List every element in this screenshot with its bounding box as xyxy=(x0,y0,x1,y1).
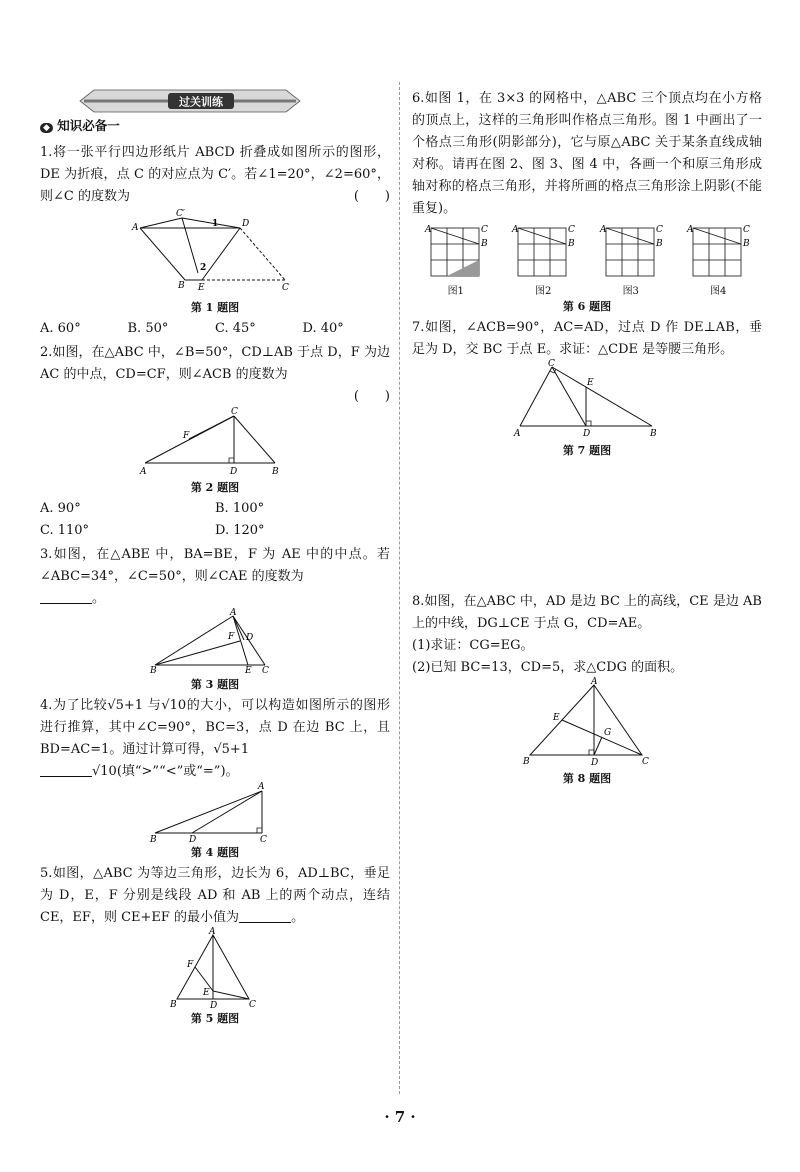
banner-title: 过关训练 xyxy=(179,95,223,109)
q5-blank[interactable] xyxy=(239,908,291,923)
column-divider xyxy=(399,82,400,1094)
f5-label-E: E xyxy=(203,988,210,998)
f3-label-D: D xyxy=(246,633,254,643)
question-7 xyxy=(412,317,762,361)
f6-g4-label-B: B xyxy=(743,239,750,249)
page-number: · 7 · xyxy=(384,1108,416,1126)
q6-caption: 第 6 题图 xyxy=(562,300,612,313)
q3-blank[interactable] xyxy=(40,589,92,604)
q6-text: 6.如图 1，在 3×3 的网格中，△ABC 三个顶点均在小方格的顶点上，这样的三角形叫作格点三角形。图 1 中画出了一个格点三角形(阴影部分)，它与原△ABC 关于某条直线成轴对称。请再在图 2、图 3、图 4 中，各画一个和原三角形成轴对称的格点三角形，并将所画的格点三角形涂上阴影(不能重复)。 xyxy=(412,91,762,216)
f8-label-B: B xyxy=(523,757,530,767)
f7-label-A: A xyxy=(514,429,521,439)
right-column xyxy=(412,86,762,789)
q1-option-c[interactable]: C. 45° xyxy=(215,321,256,336)
f8-label-A: A xyxy=(591,677,598,687)
f6-g4-label-C: C xyxy=(743,225,751,235)
section-title: ◆ 知识必备一 xyxy=(40,116,120,134)
question-4 xyxy=(40,695,390,783)
f1-label-E: E xyxy=(198,283,205,293)
f8-label-D: D xyxy=(591,758,599,768)
q1-option-b[interactable]: B. 50° xyxy=(127,321,169,336)
f1-label-D: D xyxy=(242,219,250,229)
q6-grid-1 xyxy=(425,224,487,297)
f3-label-F: F xyxy=(228,632,235,642)
q4-blank[interactable] xyxy=(40,762,92,777)
q7-text: 7.如图，∠ACB=90°，AC=AD，过点 D 作 DE⊥AB，垂足为 D，交 BC 于点 E。求证：△CDE 是等腰三角形。 xyxy=(412,320,762,357)
q4-text: 4.为了比较√5+1 与√10的大小，可以构造如图所示的图形进行推算，其中∠C=90°，BC=3，点 D 在边 BC 上，且 BD=AC=1。通过计算可得，√5+1 xyxy=(40,698,390,757)
q1-option-a[interactable]: A. 60° xyxy=(40,321,81,336)
figure-4 xyxy=(150,783,280,843)
f4-label-A: A xyxy=(258,782,265,792)
question-8 xyxy=(412,591,762,635)
figure-1 xyxy=(130,208,300,298)
q3-text: 3.如图，在△ABE 中，BA=BE，F 为 AE 中的中点。若∠ABC=34°，∠C=50°，则∠CAE 的度数为 xyxy=(40,547,390,584)
q4-caption: 第 4 题图 xyxy=(190,846,240,859)
figure-2 xyxy=(140,408,290,478)
q6-grid-3 xyxy=(600,224,662,297)
f6-label-A: A xyxy=(424,225,432,235)
q6-grids xyxy=(412,224,762,297)
f6-g2-label-A: A xyxy=(512,225,519,235)
left-column xyxy=(40,140,390,1029)
figure-8 xyxy=(522,679,652,769)
f8-label-G: G xyxy=(604,728,612,738)
q6-grid-4-label: 图4 xyxy=(710,286,727,297)
q8-text: 8.如图，在△ABC 中，AD 是边 BC 上的高线，CE 是边 AB 上的中线，DG⊥CE 于点 G，CD=AE。 xyxy=(412,594,762,631)
question-5 xyxy=(40,863,390,929)
q1-options xyxy=(40,318,390,340)
f1-label-2: 2 xyxy=(200,263,207,273)
f6-label-C: C xyxy=(480,225,488,235)
question-6 xyxy=(412,88,762,220)
question-2 xyxy=(40,342,390,386)
q6-grid-3-label: 图3 xyxy=(622,286,639,297)
q6-grid-4 xyxy=(687,224,749,297)
q8-caption: 第 8 题图 xyxy=(562,772,612,785)
q5-text: 5.如图，△ABC 为等边三角形，边长为 6，AD⊥BC，垂足为 D，E，F 分别是线段 AD 和 AB 上的两个动点，连结 CE，EF，则 CE+EF 的最小值为 xyxy=(40,866,390,925)
f5-label-F: F xyxy=(187,960,194,970)
q5-tail: 。 xyxy=(291,910,305,925)
f6-label-B: B xyxy=(480,239,488,249)
f2-label-B: B xyxy=(272,467,279,477)
f8-label-C: C xyxy=(642,757,649,767)
q2-text: 2.如图，在△ABC 中，∠B=50°，CD⊥AB 于点 D，F 为边 AC 的中点，CD=CF，则∠ACB 的度数为 xyxy=(40,345,390,382)
f6-g3-label-B: B xyxy=(655,239,663,249)
q7-caption: 第 7 题图 xyxy=(562,444,612,457)
figure-5 xyxy=(165,929,265,1009)
f5-label-B: B xyxy=(170,1000,177,1010)
q2-paren: ( ) xyxy=(353,389,390,404)
f6-g3-label-C: C xyxy=(655,225,663,235)
f4-label-D: D xyxy=(189,835,197,845)
section-banner xyxy=(80,90,300,112)
q2-option-c[interactable]: C. 110° xyxy=(40,523,90,538)
q2-options-row1 xyxy=(40,498,390,520)
q6-grid-2 xyxy=(512,224,574,297)
q5-caption: 第 5 题图 xyxy=(190,1012,240,1025)
f4-label-C: C xyxy=(260,835,267,845)
f7-label-C: C xyxy=(548,359,555,369)
f3-label-C: C xyxy=(262,666,269,676)
q2-option-b[interactable]: B. 100° xyxy=(215,501,265,516)
f6-g3-label-A: A xyxy=(599,225,607,235)
q1-text: 1.将一张平行四边形纸片 ABCD 折叠成如图所示的图形，DE 为折痕，点 C 的对应点为 C′。若∠1=20°，∠2=60°，则∠C 的度数为 xyxy=(40,145,390,204)
f5-label-A: A xyxy=(209,927,216,937)
q6-grid-2-label: 图2 xyxy=(535,286,552,297)
q3-tail: 。 xyxy=(92,591,106,606)
figure-3 xyxy=(150,610,280,675)
f6-g4-label-A: A xyxy=(687,225,694,235)
q2-options-row2 xyxy=(40,520,390,542)
f2-label-F: F xyxy=(183,431,190,441)
q2-caption: 第 2 题图 xyxy=(190,481,240,494)
q6-grid-1-label: 图1 xyxy=(447,286,464,297)
f3-label-B: B xyxy=(150,666,157,676)
q8-sub2: (2)已知 BC=13，CD=5，求△CDG 的面积。 xyxy=(412,660,684,675)
f2-label-D: D xyxy=(230,467,238,477)
q2-option-d[interactable]: D. 120° xyxy=(215,523,265,538)
question-3 xyxy=(40,544,390,610)
f3-label-E: E xyxy=(245,666,252,676)
question-1 xyxy=(40,142,390,208)
q1-caption: 第 1 题图 xyxy=(190,301,240,314)
f5-label-C: C xyxy=(249,1000,256,1010)
section-title-text: 知识必备一 xyxy=(57,118,120,133)
f6-g2-label-C: C xyxy=(568,225,576,235)
f7-label-E: E xyxy=(587,378,594,388)
f7-label-D: D xyxy=(583,429,591,439)
f2-label-C: C xyxy=(231,407,238,417)
f1-label-B: B xyxy=(178,281,185,291)
f5-label-D: D xyxy=(210,1001,218,1011)
f1-label-A: A xyxy=(132,223,139,233)
f4-label-B: B xyxy=(150,835,157,845)
q3-caption: 第 3 题图 xyxy=(190,678,240,691)
q1-option-d[interactable]: D. 40° xyxy=(302,321,344,336)
figure-7 xyxy=(512,361,662,441)
f6-g2-label-B: B xyxy=(568,239,575,249)
q7-answer-space[interactable] xyxy=(412,461,762,589)
q4-tail: √10(填“>”“<”或“=”)。 xyxy=(92,764,239,779)
f1-label-1: 1 xyxy=(212,219,219,229)
f1-label-C: C xyxy=(282,283,289,293)
f3-label-A: A xyxy=(230,608,237,618)
q1-paren: ( ) xyxy=(353,189,390,204)
q2-option-a[interactable]: A. 90° xyxy=(40,501,81,516)
f2-label-A: A xyxy=(140,467,147,477)
q8-sub1: (1)求证：CG=EG。 xyxy=(412,638,534,653)
f7-label-B: B xyxy=(650,429,657,439)
f1-label-Cprime: C′ xyxy=(176,209,185,219)
f8-label-E: E xyxy=(553,713,560,723)
